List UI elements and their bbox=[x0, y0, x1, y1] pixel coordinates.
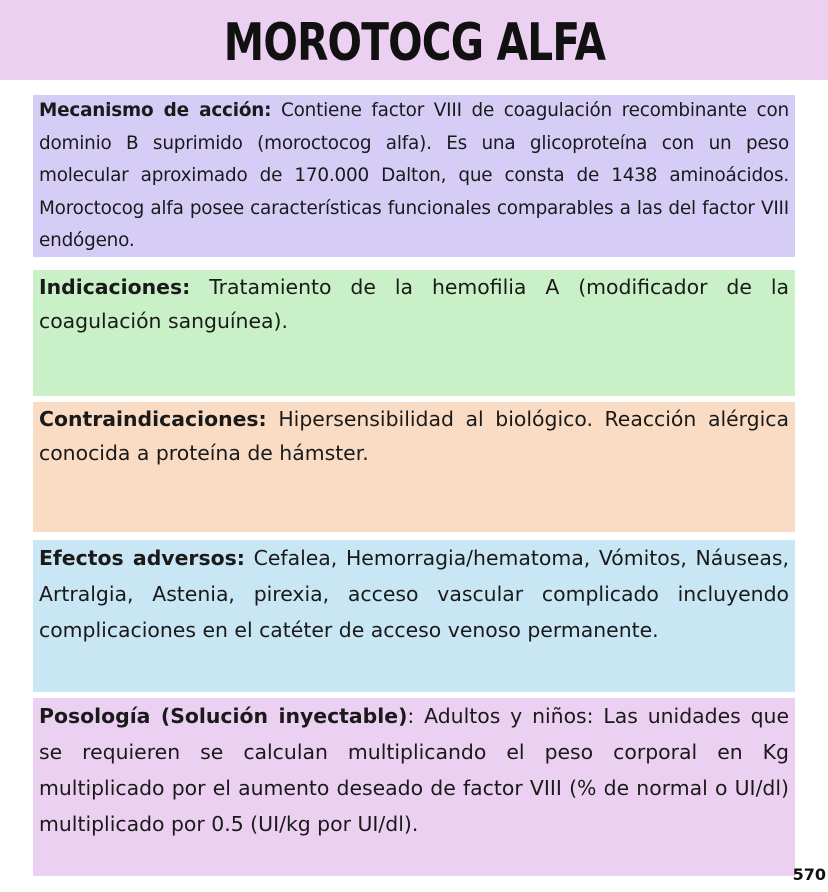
section-text-posologia: : Adultos y niños: Las unidades que se requieren se calculan multiplicando el peso corporal en Kg multiplicado por el aumento deseado de factor VIII (% de normal o UI/dl) multiplicado por 0.5 (UI/kg por UI/dl). bbox=[39, 704, 789, 836]
section-posologia bbox=[33, 698, 795, 876]
section-label-efectos: Efectos adversos: bbox=[39, 546, 245, 570]
page-title: MOROTOCG ALFA bbox=[223, 13, 605, 73]
section-indicaciones bbox=[33, 270, 795, 396]
page-number: 570 bbox=[792, 865, 826, 884]
title-banner bbox=[0, 0, 828, 80]
section-mecanismo-de-accion bbox=[33, 95, 795, 257]
section-text-indicaciones: Tratamiento de la hemofilia A (modificador de la coagulación sanguínea). bbox=[39, 275, 789, 333]
section-label-mecanismo: Mecanismo de acción: bbox=[39, 100, 272, 121]
section-label-indicaciones: Indicaciones: bbox=[39, 275, 191, 299]
section-label-posologia: Posología (Solución inyectable) bbox=[39, 704, 408, 728]
section-text-contraindicaciones: Hipersensibilidad al biológico. Reacción alérgica conocida a proteína de hámster. bbox=[39, 407, 789, 465]
section-efectos-adversos bbox=[33, 540, 795, 692]
section-text-efectos: Cefalea, Hemorragia/hematoma, Vómitos, Náuseas, Artralgia, Astenia, pirexia, acceso vascular complicado incluyendo complicaciones en el catéter de acceso venoso permanente. bbox=[39, 546, 789, 642]
section-text-mecanismo: Contiene factor VIII de coagulación recombinante con dominio B suprimido (moroctocog alfa). Es una glicoproteína con un peso molecular aproximado de 170.000 Dalton, que consta de 1438 aminoácidos. Moroctocog alfa posee características funcionales comparables a las del factor VIII endógeno. bbox=[39, 100, 789, 252]
section-label-contraindicaciones: Contraindicaciones: bbox=[39, 407, 267, 431]
section-contraindicaciones bbox=[33, 402, 795, 532]
